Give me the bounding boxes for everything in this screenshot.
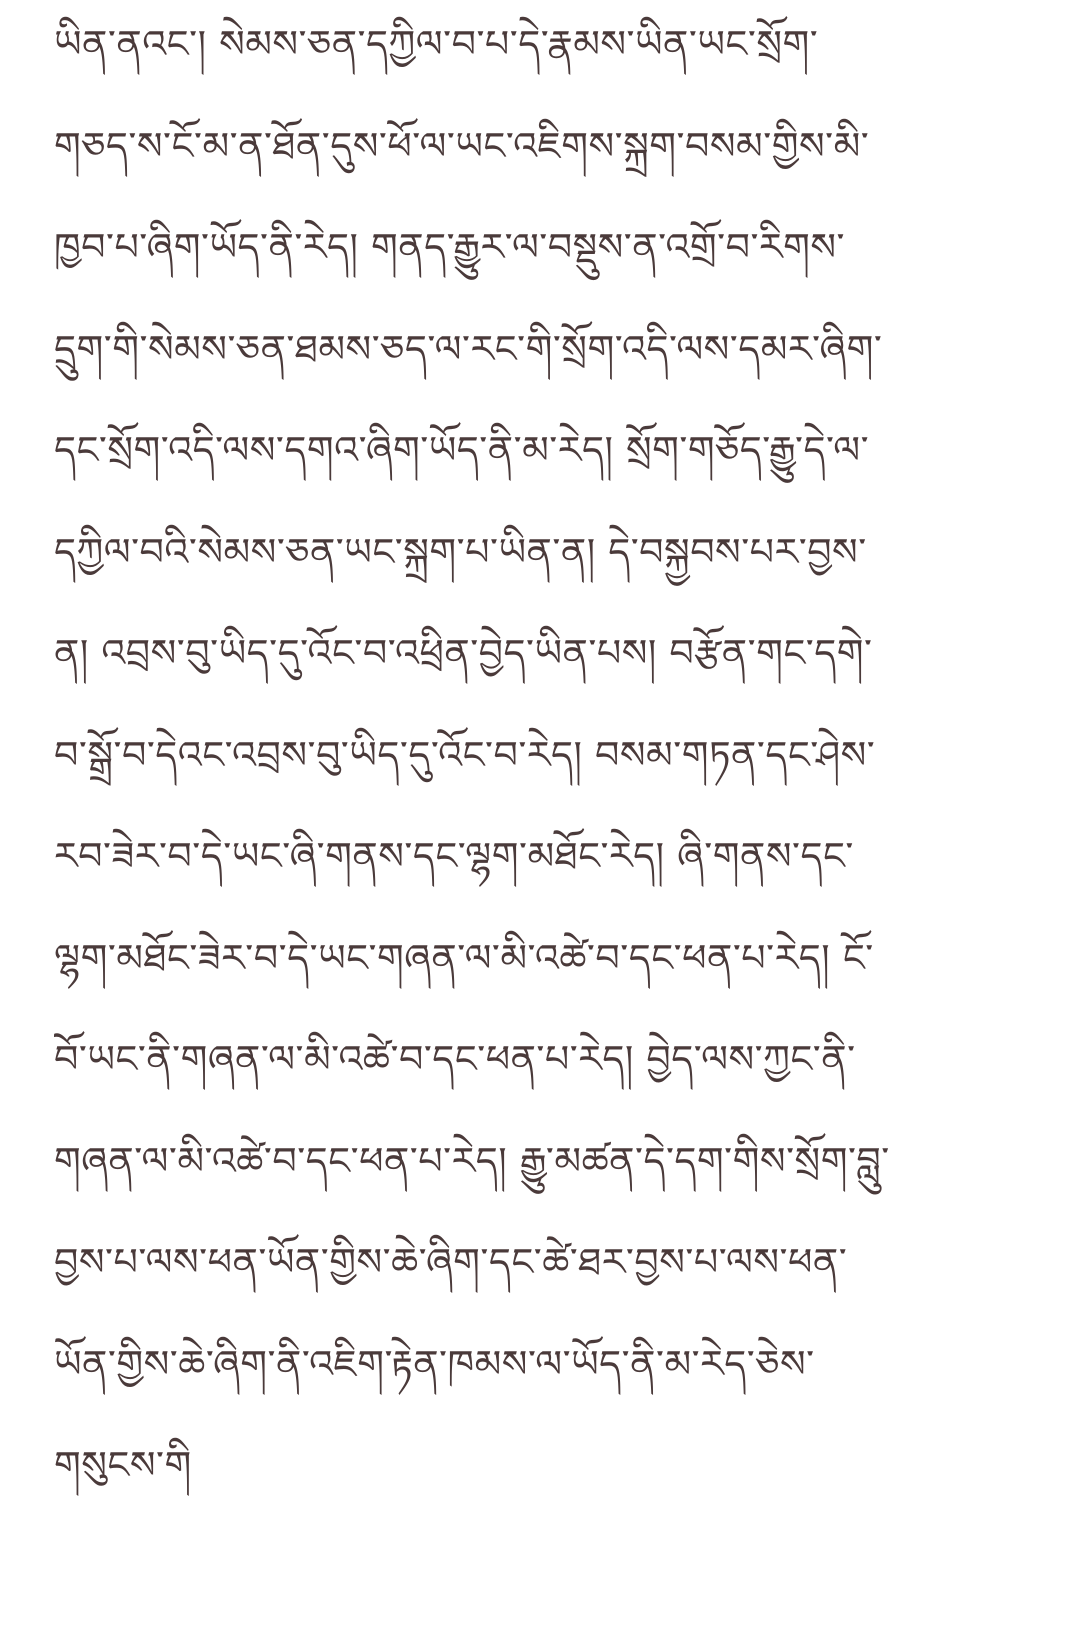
text-line: བོ་ཡང་ནི་གཞན་ལ་མི་འཚེ་བ་དང་ཕན་པ་རེད། བྱེད་ལས་ཀྱང་ནི་	[54, 1037, 856, 1081]
body-text	[54, 0, 1044, 1523]
text-line: གསུངས་གི	[54, 1443, 192, 1487]
text-line: དྲུག་གི་སེམས་ཅན་ཐམས་ཅད་ལ་རང་གི་སྲོག་འདི་ལས་དམར་ཞིག་	[54, 326, 883, 371]
text-line: དཀྱིལ་བའི་སེམས་ཅན་ཡང་སྐྲག་པ་ཡིན་ན། དེ་བསྐྱབས་པར་བྱས་	[54, 529, 867, 574]
text-line: ཡོན་གྱིས་ཆེ་ཞིག་ནི་འཇིག་རྟེན་ཁམས་ལ་ཡོད་ནི་མ་རེད་ཅེས་	[54, 1341, 815, 1386]
text-line: ཁྱབ་པ་ཞིག་ཡོད་ནི་རེད། གནད་རྒྱུར་ལ་བསྡུས་ན་འགྲོ་བ་རིགས་	[54, 225, 846, 269]
text-line: དང་སྲོག་འདི་ལས་དགའ་ཞིག་ཡོད་ནི་མ་རེད། སྲོག་གཅོད་རྒྱུ་དེ་ལ་	[54, 428, 870, 472]
text-line: བྱས་པ་ལས་ཕན་ཡོན་གྱིས་ཆེ་ཞིག་དང་ཚེ་ཐར་བྱས་པ་ལས་ཕན་	[54, 1240, 848, 1284]
text-line: གཅད་ས་ངོ་མ་ན་ཐོན་དུས་ཕོ་ལ་ཡང་འཇིགས་སྐྲག་བསམ་གྱིས་མི་	[54, 123, 870, 168]
text-line: ཡིན་ནའང་། སེམས་ཅན་དཀྱིལ་བ་པ་དེ་རྣམས་ཡིན་ཡང་སྲོག་	[54, 22, 819, 66]
text-line: རབ་ཟེར་བ་དེ་ཡང་ཞི་གནས་དང་ལྷག་མཐོང་རེད། ཞི་གནས་དང་	[54, 834, 854, 878]
text-line: ལྷག་མཐོང་ཟེར་བ་དེ་ཡང་གཞན་ལ་མི་འཚེ་བ་དང་ཕན་པ་རེད། ངོ་	[54, 935, 874, 980]
text-line: བ་སྒྲོ་བ་དེའང་འབྲས་བུ་ཡིད་དུ་འོང་བ་རེད། བསམ་གཏན་དང་ཤེས་	[54, 732, 876, 777]
text-line: གཞན་ལ་མི་འཚེ་བ་དང་ཕན་པ་རེད། རྒྱུ་མཚན་དེ་དག་གིས་སྲོག་བླུ་	[54, 1138, 890, 1183]
text-line: ན། འབྲས་བུ་ཡིད་དུ་འོང་བ་འཕྲིན་བྱེད་ཡིན་པས། བརྩོན་གང་དགེ་	[54, 631, 873, 675]
